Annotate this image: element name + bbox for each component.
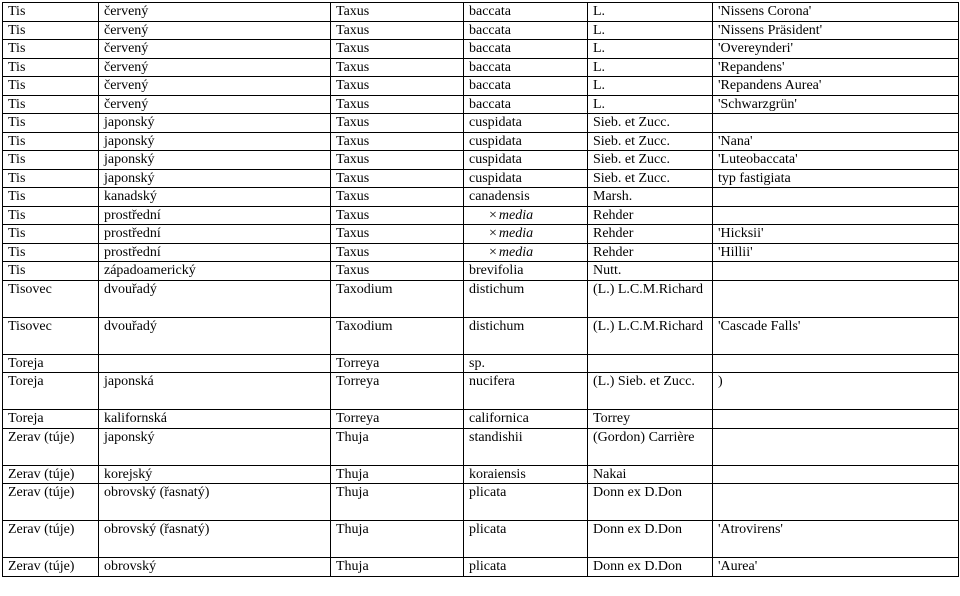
- latin-species-cell: cuspidata: [464, 132, 588, 151]
- czech-species-cell: červený: [99, 77, 331, 96]
- latin-genus-cell: Torreya: [331, 373, 464, 410]
- czech-species-cell: [99, 354, 331, 373]
- author-cell: Rehder: [588, 225, 713, 244]
- author-cell: Sieb. et Zucc.: [588, 151, 713, 170]
- czech-genus-cell: Tis: [3, 114, 99, 133]
- table-row: [3, 21, 959, 40]
- czech-genus-cell: Tis: [3, 77, 99, 96]
- latin-genus-cell: Taxus: [331, 262, 464, 281]
- latin-species-cell: standishii: [464, 428, 588, 465]
- latin-genus-cell: Torreya: [331, 410, 464, 429]
- czech-species-cell: obrovský: [99, 558, 331, 577]
- czech-species-cell: prostřední: [99, 206, 331, 225]
- czech-genus-cell: Tisovec: [3, 317, 99, 354]
- hybrid-mark: ×: [489, 226, 497, 241]
- hybrid-mark: ×: [489, 207, 497, 223]
- author-cell: L.: [588, 95, 713, 114]
- author-cell: Rehder: [588, 243, 713, 262]
- czech-genus-cell: Zerav (túje): [3, 558, 99, 577]
- latin-genus-cell: Thuja: [331, 428, 464, 465]
- czech-genus-cell: Tis: [3, 40, 99, 59]
- czech-genus-cell: Zerav (túje): [3, 521, 99, 558]
- table-row: [3, 243, 959, 262]
- author-cell: Donn ex D.Don: [588, 558, 713, 577]
- table-row: [3, 484, 959, 521]
- table-row: [3, 410, 959, 429]
- author-cell: (L.) L.C.M.Richard: [588, 280, 713, 317]
- table-row: [3, 95, 959, 114]
- latin-species-cell: cuspidata: [464, 151, 588, 170]
- czech-species-cell: obrovský (řasnatý): [99, 484, 331, 521]
- czech-genus-cell: Tis: [3, 225, 99, 244]
- cultivar-cell: [713, 465, 959, 484]
- author-cell: Sieb. et Zucc.: [588, 132, 713, 151]
- latin-genus-cell: Taxodium: [331, 280, 464, 317]
- latin-species-cell: baccata: [464, 21, 588, 40]
- czech-genus-cell: Tis: [3, 95, 99, 114]
- cultivar-cell: [713, 206, 959, 225]
- table-row: [3, 280, 959, 317]
- czech-species-cell: kanadský: [99, 188, 331, 207]
- cultivar-cell: 'Repandens': [713, 58, 959, 77]
- latin-species-cell: plicata: [464, 484, 588, 521]
- czech-genus-cell: Zerav (túje): [3, 428, 99, 465]
- latin-species-cell: [464, 206, 588, 225]
- czech-genus-cell: Tisovec: [3, 280, 99, 317]
- table-row: [3, 428, 959, 465]
- latin-species-cell: nucifera: [464, 373, 588, 410]
- species-table-body: [3, 3, 959, 577]
- cultivar-cell: 'Hicksii': [713, 225, 959, 244]
- czech-species-cell: dvouřadý: [99, 317, 331, 354]
- czech-species-cell: prostřední: [99, 225, 331, 244]
- author-cell: Marsh.: [588, 188, 713, 207]
- czech-species-cell: korejský: [99, 465, 331, 484]
- czech-genus-cell: Tis: [3, 151, 99, 170]
- czech-species-cell: červený: [99, 95, 331, 114]
- author-cell: L.: [588, 58, 713, 77]
- table-row: [3, 132, 959, 151]
- czech-genus-cell: Tis: [3, 243, 99, 262]
- latin-genus-cell: Taxus: [331, 40, 464, 59]
- author-cell: Nutt.: [588, 262, 713, 281]
- cultivar-cell: 'Hillii': [713, 243, 959, 262]
- latin-species-cell: distichum: [464, 317, 588, 354]
- czech-species-cell: červený: [99, 3, 331, 22]
- czech-species-cell: dvouřadý: [99, 280, 331, 317]
- cultivar-cell: [713, 428, 959, 465]
- cultivar-cell: 'Aurea': [713, 558, 959, 577]
- czech-species-cell: červený: [99, 58, 331, 77]
- latin-genus-cell: Taxus: [331, 77, 464, 96]
- author-cell: Sieb. et Zucc.: [588, 114, 713, 133]
- latin-species-cell: plicata: [464, 558, 588, 577]
- table-row: [3, 114, 959, 133]
- cultivar-cell: 'Cascade Falls': [713, 317, 959, 354]
- cultivar-cell: [713, 262, 959, 281]
- czech-species-cell: červený: [99, 21, 331, 40]
- latin-species-text: media: [498, 207, 534, 223]
- czech-species-cell: japonský: [99, 169, 331, 188]
- latin-genus-cell: Thuja: [331, 521, 464, 558]
- czech-genus-cell: Tis: [3, 262, 99, 281]
- cultivar-cell: [713, 188, 959, 207]
- czech-species-cell: japonský: [99, 428, 331, 465]
- table-row: [3, 40, 959, 59]
- latin-genus-cell: Taxus: [331, 114, 464, 133]
- latin-genus-cell: Thuja: [331, 465, 464, 484]
- table-row: [3, 317, 959, 354]
- czech-genus-cell: Tis: [3, 21, 99, 40]
- latin-genus-cell: Torreya: [331, 354, 464, 373]
- cultivar-cell: [713, 114, 959, 133]
- latin-genus-cell: Taxus: [331, 243, 464, 262]
- table-row: [3, 373, 959, 410]
- latin-genus-cell: Taxus: [331, 225, 464, 244]
- table-row: [3, 169, 959, 188]
- author-cell: L.: [588, 40, 713, 59]
- czech-species-cell: japonský: [99, 151, 331, 170]
- latin-species-cell: sp.: [464, 354, 588, 373]
- latin-species-text: media: [498, 226, 534, 241]
- author-cell: L.: [588, 3, 713, 22]
- latin-species-cell: baccata: [464, 58, 588, 77]
- cultivar-cell: 'Repandens Aurea': [713, 77, 959, 96]
- cultivar-cell: [713, 410, 959, 429]
- latin-species-cell: californica: [464, 410, 588, 429]
- cultivar-cell: 'Atrovirens': [713, 521, 959, 558]
- czech-genus-cell: Toreja: [3, 373, 99, 410]
- czech-genus-cell: Tis: [3, 206, 99, 225]
- latin-genus-cell: Taxus: [331, 3, 464, 22]
- latin-genus-cell: Taxus: [331, 21, 464, 40]
- latin-species-cell: baccata: [464, 3, 588, 22]
- latin-genus-cell: Taxus: [331, 206, 464, 225]
- czech-genus-cell: Tis: [3, 188, 99, 207]
- czech-species-cell: kalifornská: [99, 410, 331, 429]
- cultivar-cell: 'Luteobaccata': [713, 151, 959, 170]
- cultivar-cell: 'Nissens Präsident': [713, 21, 959, 40]
- czech-genus-cell: Zerav (túje): [3, 484, 99, 521]
- table-row: [3, 354, 959, 373]
- latin-species-cell: distichum: [464, 280, 588, 317]
- czech-genus-cell: Tis: [3, 3, 99, 22]
- table-row: [3, 558, 959, 577]
- table-row: [3, 225, 959, 244]
- latin-genus-cell: Taxus: [331, 132, 464, 151]
- table-row: [3, 3, 959, 22]
- author-cell: Sieb. et Zucc.: [588, 169, 713, 188]
- czech-species-cell: obrovský (řasnatý): [99, 521, 331, 558]
- latin-genus-cell: Taxus: [331, 169, 464, 188]
- latin-genus-cell: Thuja: [331, 558, 464, 577]
- latin-species-cell: cuspidata: [464, 114, 588, 133]
- czech-genus-cell: Tis: [3, 58, 99, 77]
- author-cell: (L.) L.C.M.Richard: [588, 317, 713, 354]
- latin-species-cell: cuspidata: [464, 169, 588, 188]
- table-row: [3, 77, 959, 96]
- latin-species-cell: koraiensis: [464, 465, 588, 484]
- latin-species-cell: baccata: [464, 95, 588, 114]
- latin-species-cell: [464, 225, 588, 244]
- cultivar-cell: ): [713, 373, 959, 410]
- author-cell: Torrey: [588, 410, 713, 429]
- latin-genus-cell: Taxodium: [331, 317, 464, 354]
- author-cell: Donn ex D.Don: [588, 521, 713, 558]
- cultivar-cell: [713, 484, 959, 521]
- latin-genus-cell: Taxus: [331, 95, 464, 114]
- author-cell: L.: [588, 77, 713, 96]
- czech-species-cell: západoamerický: [99, 262, 331, 281]
- author-cell: (Gordon) Carrière: [588, 428, 713, 465]
- latin-species-cell: plicata: [464, 521, 588, 558]
- author-cell: [588, 354, 713, 373]
- czech-species-cell: japonský: [99, 132, 331, 151]
- czech-genus-cell: Toreja: [3, 354, 99, 373]
- czech-species-cell: prostřední: [99, 243, 331, 262]
- table-row: [3, 206, 959, 225]
- author-cell: Rehder: [588, 206, 713, 225]
- latin-species-cell: brevifolia: [464, 262, 588, 281]
- hybrid-mark: ×: [489, 244, 497, 260]
- latin-genus-cell: Taxus: [331, 151, 464, 170]
- author-cell: (L.) Sieb. et Zucc.: [588, 373, 713, 410]
- table-row: [3, 262, 959, 281]
- cultivar-cell: typ fastigiata: [713, 169, 959, 188]
- latin-species-cell: canadensis: [464, 188, 588, 207]
- latin-genus-cell: Thuja: [331, 484, 464, 521]
- latin-species-text: media: [498, 244, 534, 260]
- cultivar-cell: 'Nissens Corona': [713, 3, 959, 22]
- table-row: [3, 521, 959, 558]
- cultivar-cell: 'Overeynderi': [713, 40, 959, 59]
- czech-genus-cell: Toreja: [3, 410, 99, 429]
- cultivar-cell: [713, 354, 959, 373]
- cultivar-cell: 'Nana': [713, 132, 959, 151]
- czech-species-cell: červený: [99, 40, 331, 59]
- czech-genus-cell: Tis: [3, 169, 99, 188]
- czech-species-cell: japonský: [99, 114, 331, 133]
- czech-genus-cell: Zerav (túje): [3, 465, 99, 484]
- czech-genus-cell: Tis: [3, 132, 99, 151]
- czech-species-cell: japonská: [99, 373, 331, 410]
- cultivar-cell: 'Schwarzgrün': [713, 95, 959, 114]
- author-cell: Nakai: [588, 465, 713, 484]
- latin-genus-cell: Taxus: [331, 188, 464, 207]
- author-cell: Donn ex D.Don: [588, 484, 713, 521]
- table-row: [3, 151, 959, 170]
- cultivar-cell: [713, 280, 959, 317]
- table-row: [3, 465, 959, 484]
- latin-species-cell: baccata: [464, 77, 588, 96]
- latin-species-cell: [464, 243, 588, 262]
- latin-species-cell: baccata: [464, 40, 588, 59]
- latin-genus-cell: Taxus: [331, 58, 464, 77]
- author-cell: L.: [588, 21, 713, 40]
- table-row: [3, 58, 959, 77]
- table-row: [3, 188, 959, 207]
- species-table: [2, 2, 959, 577]
